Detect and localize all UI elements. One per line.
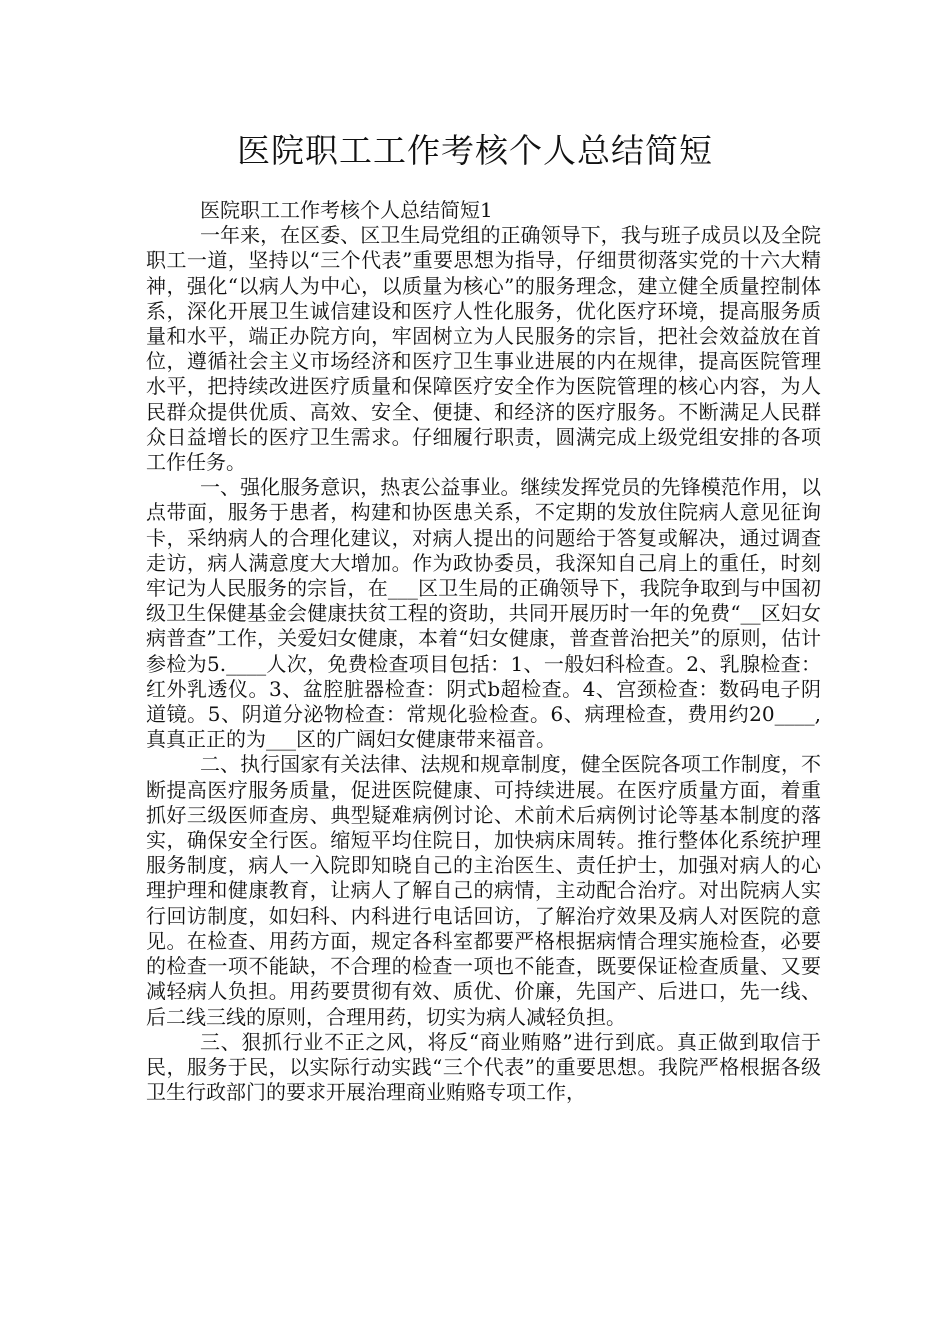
paragraph-section-2: 二、执行国家有关法律、法规和规章制度，健全医院各项工作制度，不断提高医疗服务质量，促进医院健康、可持续进展。在医疗质量方面，着重抓好三级医师查房、典型疑难病例讨论、术前术后病例讨论等基本制度的落实，确保安全行医。缩短平均住院日，加快病床周转。推行整体化系统护理服务制度，病人一入院即知晓自己的主治医生、责任护士，加强对病人的心理护理和健康教育，让病人了解自己的病情，主动配合治疗。对出院病人实行回访制度，如妇科、内科进行电话回访，了解治疗效果及病人对医院的意见。在检查、用药方面，规定各科室都要严格根据病情合理实施检查，必要的检查一项不能缺，不合理的检查一项也不能查，既要保证检查质量、又要减轻病人负担。用药要贯彻有效、质优、价廉，先国产、后进口，先一线、后二线三线的原则，合理用药，切实为病人减轻负担。 (146, 752, 821, 1029)
paragraph-section-1: 一、强化服务意识，热衷公益事业。继续发挥党员的先锋模范作用，以点带面，服务于患者，构建和协医患关系，不定期的发放住院病人意见征询卡，采纳病人的合理化建议，对病人提出的问题给于答复或解决，通过调查走访，病人满意度大大增加。作为政协委员，我深知自己肩上的重任，时刻牢记为人民服务的宗旨，在___区卫生局的正确领导下，我院争取到与中国初级卫生保健基金会健康扶贫工程的资助，共同开展历时一年的免费“__区妇女病普查”工作，关爱妇女健康，本着“妇女健康，普查普治把关”的原则，估计参检为5.____人次，免费检查项目包括：1、一般妇科检查。2、乳腺检查：红外乳透仪。3、盆腔脏器检查：阴式b超检查。4、宫颈检查：数码电子阴道镜。5、阴道分泌物检查：常规化验检查。6、病理检查，费用约20____,真真正正的为___区的广阔妇女健康带来福音。 (146, 475, 821, 752)
paragraph-section-3: 三、狠抓行业不正之风，将反“商业贿赂”进行到底。真正做到取信于民，服务于民，以实际行动实践“三个代表”的重要思想。我院严格根据各级卫生行政部门的要求开展治理商业贿赂专项工作， (146, 1029, 821, 1105)
paragraph-intro: 一年来，在区委、区卫生局党组的正确领导下，我与班子成员以及全院职工一道，坚持以“三个代表”重要思想为指导，仔细贯彻落实党的十六大精神，强化“以病人为中心，以质量为核心”的服务理念，建立健全质量控制体系，深化开展卫生诚信建设和医疗人性化服务，优化医疗环境，提高服务质量和水平，端正办院方向，牢固树立为人民服务的宗旨，把社会效益放在首位，遵循社会主义市场经济和医疗卫生事业进展的内在规律，提高医院管理水平，把持续改进医疗质量和保障医疗安全作为医院管理的核心内容，为人民群众提供优质、高效、安全、便捷、和经济的医疗服务。不断满足人民群众日益增长的医疗卫生需求。仔细履行职责，圆满完成上级党组安排的各项工作任务。 (146, 223, 821, 475)
section-heading: 医院职工工作考核个人总结简短1 (200, 198, 493, 222)
document-title: 医院职工工作考核个人总结简短 (237, 131, 713, 170)
document-body (146, 198, 821, 1105)
